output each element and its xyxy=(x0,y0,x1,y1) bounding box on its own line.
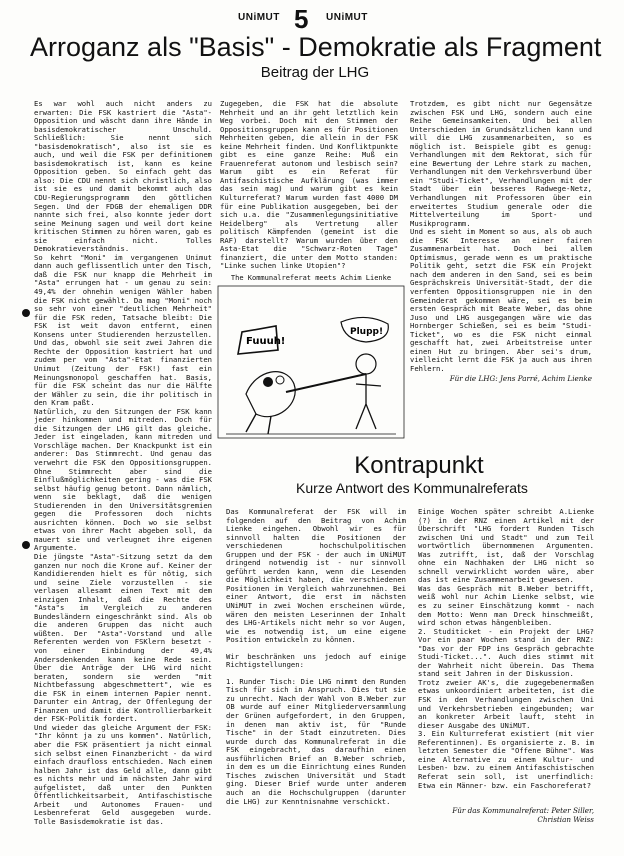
paragraph: 1. Runder Tisch: Die LHG nimmt den Runden Tisch für sich in Anspruch. Dies tut sie zu unrecht. Nach der Wahl von B.Weber zur OB wurde auf einer Mitgliederversammlung der Grünen aufgefordert, in den Gruppen, in denen man aktiv ist, für "Runde Tische" in der Stadt einzutreten. Dies wurde durch das Kommunalreferat in die FSK eingebracht, das daraufhin einen ausführlichen Brief an B.Weber schrieb, in dem es um die Einrichtung eines Runden Tisches zwischen Universität und Stadt ging. Dieser Brief wurde unter anderem auch an die Hochschulgruppen (darunter die LHG) zur Kenntnisnahme verschickt. xyxy=(226,676,406,806)
cartoon-caption: The Kommunalreferat meets Achim Lienke xyxy=(230,274,392,282)
bubble-1-text: Fuuuh! xyxy=(246,336,286,347)
header-right: UNiMUT xyxy=(326,12,368,23)
signature-lhg: Für die LHG: Jens Parré, Achim Lienke xyxy=(449,374,592,383)
paragraph: Einige Wochen später schreibt A.Lienke (?) in der RNZ einen Artikel mit der Überschrift "LHG fordert Runden Tisch zwischen Uni und Stadt" und zum Teil wortwörtlich übernommenen Argumenten. Was zutrifft, ist, daß der Vorschlag ohne ein Nachhaken der LHG nicht so schnell verwirklicht worden wäre, aber das ist eine Zusammenarbeit gewesen. xyxy=(418,507,594,585)
kontrapunkt-title: Kontrapunkt xyxy=(354,452,484,479)
column-4 xyxy=(226,508,406,806)
paragraph: Trotz zweier AK's, die zugegebenermaßen etwas unkoordiniert arbeiteten, ist die FSK in den Verhandlungen zwischen Uni und Verkehrsbetrieben eingebunden; war an konkreter Arbeit lauft, steht in dieser Ausgabe des UNiMUT. xyxy=(418,677,594,730)
paragraph: Und wieder das gleiche Argument der FSK: "Ihr könnt ja zu uns kommen". Natürlich, aber die FSK präsentiert ja nicht einmal sich selbst einen Finanzbericht - da wird einfach draufloss entschieden. Nach einem halben Jahr ist das Geld alle, dann gibt es nichts mehr und im nächsten Jahr wird aufgelistet, daß unter den Punkten Öffentlichkeitsarbeit, Antifaschistische Arbeit und Autonomes Frauen- und Lesbenreferat Geld ausgegeben wurde. Tolle Basisdemokratie ist das. xyxy=(34,722,212,826)
kontrapunkt-subtitle: Kurze Antwort des Kommunalreferats xyxy=(296,480,528,496)
bubble-2-text: Plupp! xyxy=(350,327,384,337)
paragraph: 3. Ein Kulturreferat existiert (mit vier Referentinnen). Es organisierte z. B. im letzten Semester die "Offene Bühne". Was eine Alternative zu einem Kultur- und Lesben- bzw. zu einem Antifaschistischen Referat sein soll, ist unerfindlich: Etwa ein Männer- bzw. ein Faschoreferat? xyxy=(418,729,594,790)
punch-hole-mark xyxy=(22,541,30,549)
signature-kommunalreferat: Für das Kommunalreferat: Peter Siller, Christian Weiss xyxy=(452,806,594,824)
punch-hole-mark xyxy=(22,309,30,317)
cartoon-illustration xyxy=(216,274,406,444)
paragraph: Natürlich, zu den Sitzungen der FSK kann jeder hinkommen und mitreden. Doch für die Sitzungen der LHG gilt das gleiche. Jeder ist eingeladen, kann mitreden und Vorschläge machen. Der Knackpunkt ist ein anderer: Das Stimmrecht. Und genau das verwehrt die FSK den Oppositionsgruppen. Ohne Stimmrecht aber sind die Einflußmöglichkeiten gering - was die FSK selbst häufig genug betont. Dann nämlich, wenn sie beklagt, daß die wenigen Studierenden in den Universitätsgremien gegen die Professoren doch nichts ausrichten können. Doch wo sie selbst etwas von ihrer Macht abgeben soll, da mauert sie und verleugnet ihre eigenen Argumente. xyxy=(34,406,212,553)
paragraph: Trotzdem, es gibt nicht nur Gegensätze zwischen FSK und LHG, sondern auch eine Reihe Gemeinsamkeiten. Und bei allen Unterschieden im Grundsätzlichen kann und will die LHG zusammenarbeiten, so es möglich ist. Beispiele gibt es genug: Verhandlungen mit dem Rektorat, sich für eine Bewertung der Lehre stark zu machen, Verhandlungen mit dem Verkehrsverbund über ein "Studi-Ticket", Verhandlungen mit der Stadt über ein besseres Radwege-Netz, Verhandlungen mit Professoren über ein erweitertes Studium generale oder die Mittelverteilung im Sport- und Musikprogramm. xyxy=(410,99,592,228)
paragraph: So kehrt "Moni" im vergangenen Unimut dann auch geflissentlich unter den Tisch, daß die FSK nur knapp die Mehrheit im "Asta" errungen hat - um genau zu sein: 49,4% der ohnehin wenigen Wähler haben die FSK nicht gewählt. Da mag "Moni" noch so sehr von einer "deutlichen Mehrheit" für die FSK reden, Tatsache bleibt: Die FSK ist weit davon entfernt, einen Konsens unter Studierenden herzustellen. Und das, obwohl sie seit zwei Jahren die Rechte der Opposition kastriert hat und zudem per vom "Asta"-Etat finanzierten Unimut (Zeitung der FSK!) fast ein Meinungsmonopol geschaffen hat. Basis, für die FSK scheint das nur die Hälfte der Wähler zu sein, die ihr politisch in den Kram paßt. xyxy=(34,252,212,408)
column-2 xyxy=(220,100,398,271)
paragraph: Es war wohl auch nicht anders zu erwarten: Die FSK kastriert die "Asta"-Opposition und wäscht dann ihre Hände in basisdemokratischer Unschuld. Schließlich: Sie nennt sich "basisdemokratisch", also ist sie es auch, und weil die FSK per definitionem basisdemokratisch ist, kann es keine Opposition geben. So einfach geht das also: Die CDU nennt sich christlich, also ist sie es und damit bekommt auch das CDU-Regierungsprogramm den göttlichen Segen. Und der FDGB der ehemaligen DDR nannte sich frei, also konnte jeder dort seine Meinung sagen und weil dort keine kritischen Stimmen zu hören waren, gab es sie einfach nicht. Tolles Demokratieverständnis. xyxy=(34,99,212,254)
paragraph: Wir beschränken uns jedoch auf einige Richtigstellungen: xyxy=(226,651,406,670)
paragraph: 2. Studiticket - ein Projekt der LHG? Vor ein paar Wochen stand in der RNZ: "Das vor der FDP ins Gespräch gebrachte Studi-Ticket...". Auch dies stimmt mit der Wahrheit nicht überein. Das Thema stand seit Jahren in der Diskussion. xyxy=(418,626,594,679)
paragraph: Und es sieht im Moment so aus, als ob auch die FSK Interesse an einer fairen Zusammenarbeit hat. Doch bei allem Optimismus, gerade wenn es um praktische Politik geht, setzt die FSK ein Projekt nach dem anderen in den Sand, sei es beim Gesprächskreis Universität-Stadt, der die verfemten Oppositionsgruppen nie in den Gemeinderat gekommen wäre, sei es beim ersten Gespräch mit Beate Weber, das ohne Juso und LHG ausgegangen wäre wie das Hornberger Schießen, sei es beim "Studi-Ticket", wo es die FSK nicht einmal geschafft hat, zwei Arbeitstreise unter einen Hut zu bringen. Aber sei's drum, vielleicht lernt die FSK ja auch aus ihren Fehlern. xyxy=(410,227,592,373)
header-left: UNiMUT xyxy=(238,12,280,23)
paragraph: Das Kommunalreferat der FSK will im folgenden auf den Beitrag von Achim Lienke eingehen. Obwohl wir es für sinnvoll halten die Positionen der verschiedenen hochschulpolitischen Gruppen und der FSK - der auch im UNiMUT dringend notwendig ist - nur sinnvoll geführt werden kann, wenn die Lesenden die Möglichkeit haben, die verschiedenen Positionen im Vergleich wahrzunehmen. Bei einer Antwort, die erst im nächsten UNiMUT in zwei Wochen erscheinen würde, wären den meisten Leserinnen der Inhalt des LHG-Artikels nicht mehr so vor Augen, wie es notwendig ist, um eine eigene Position entwickeln zu können. xyxy=(226,507,406,645)
paragraph: Was das Gespräch mit B.Weber betrifft, weiß wohl nur Achim Lienke selbst, wie es zu seiner Einschätzung kommt - nach dem Motto: Wenn man Dreck hinschmeißt, wird schon etwas hängenbleiben. xyxy=(418,583,594,628)
column-5 xyxy=(418,508,594,790)
article-title: Arroganz als "Basis" - Demokratie als Fragment xyxy=(30,32,602,62)
page-number: 5 xyxy=(294,4,309,34)
article-subtitle: Beitrag der LHG xyxy=(260,64,370,81)
paragraph: Die jüngste "Asta"-Sitzung setzt da dem ganzen nur noch die Krone auf. Keiner der Kandidierenden hielt es für nötig, sich und seine Ziele vorzustellen - sie verlasen allesamt einen Text mit dem einzigen Inhalt, daß die Rechte des "Asta"s im Vergleich zu anderen Bundesländern eingeschränkt sind. Als ob die anderen Gruppen das nicht auch wüßten. Der "Asta"-Vorstand und alle Referenten werden von FSKlern besetzt - von einer Einbindung der 49,4% Andersdenkenden kann keine Rede sein. Über die Anträge der LHG wird nicht beraten, sondern sie werden "mit Nichtbefassung abgeschmettert", wie es die FSK in einem internen Papier nennt. Darunter ein Antrag, der Offenlegung der Finanzen und damit die Kontrollierbarkeit der FSK-Politik fordert. xyxy=(34,551,212,724)
paragraph: Zugegeben, die FSK hat die absolute Mehrheit und an ihr geht letztlich kein Weg vorbei. Doch mit den Stimmen der Oppositionsgruppen kann es für Positionen Mehrheiten geben, die allein in der FSK keine Mehrheit finden. Und Konfliktpunkte gibt es eine ganze Reihe: Muß ein Frauenreferat autonom und lesbisch sein? Warum gibt es ein Referat für Antifaschistische Aufklärung (was immer das sein mag) und warum gibt es kein Kulturreferat? Warum wurden fast 4000 DM für eine Publikation ausgegeben, bei der sich u.a. die "Zusammenlegungsinitiative Heidelberg" als Vertretung aller politisch Kämpfenden (gemeint ist die RAF) darstellt? Warum wurden über den Asta-Etat die "Schwarz-Roten Tage" finanziert, die unter dem Motto standen: "Linke suchen linke Utopien"? xyxy=(220,99,398,271)
column-3 xyxy=(410,100,592,374)
column-1 xyxy=(34,100,212,826)
cartoon-drawing xyxy=(216,274,406,444)
